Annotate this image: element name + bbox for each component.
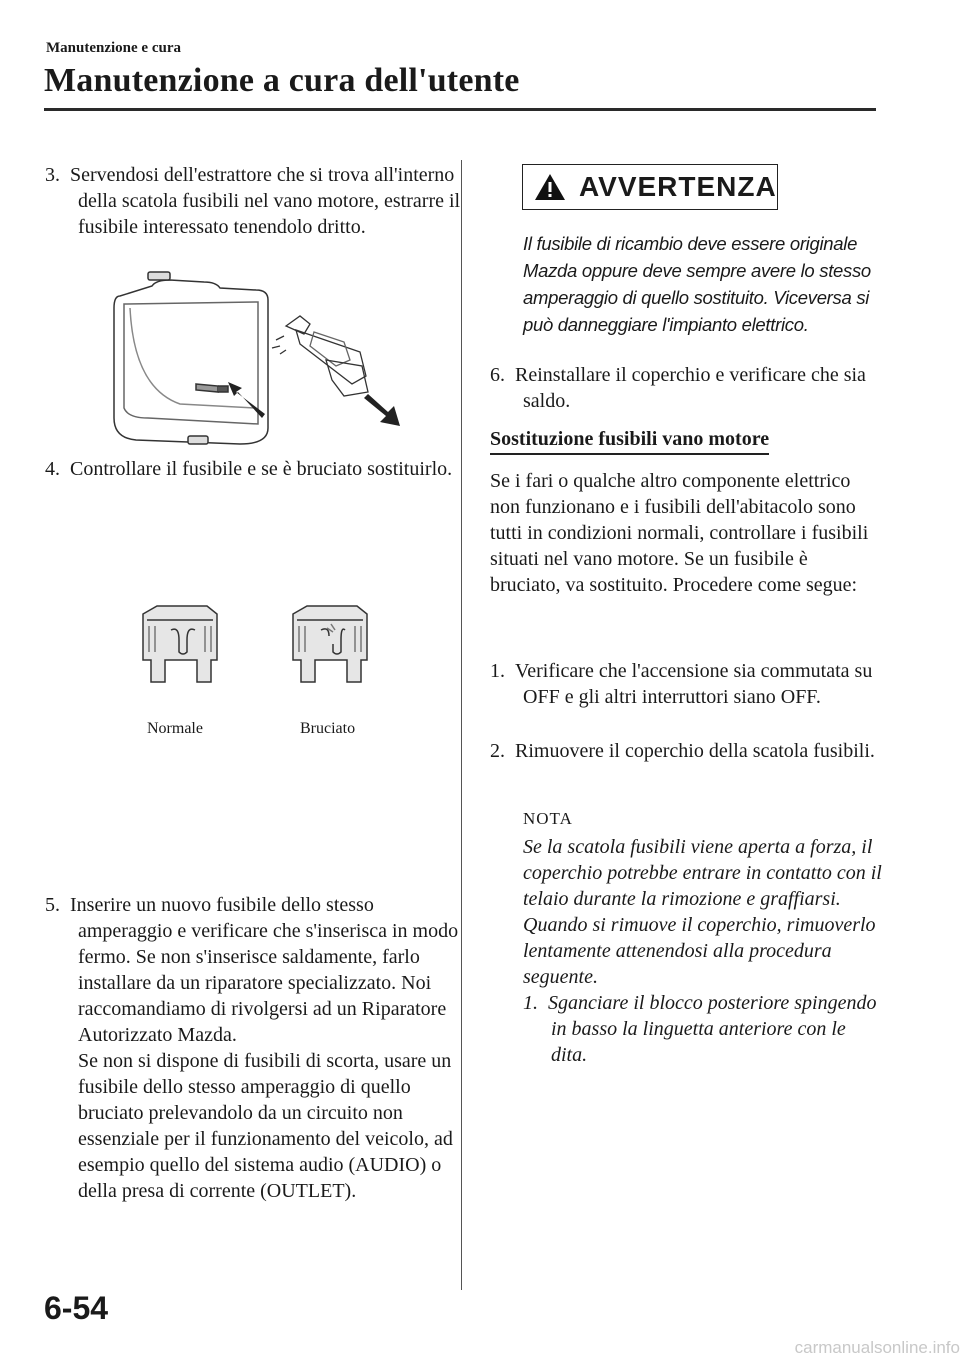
warning-box (522, 164, 778, 210)
fuse-comparison-illustration (135, 600, 385, 700)
arrow-icon (364, 394, 400, 426)
step-1: 1. Verificare che l'accensione sia commutata su OFF e gli altri interruttori siano OFF. (490, 660, 873, 708)
note-text-2: Quando si rimuove il coperchio, rimuoverlo lentamente attenendosi alla procedura seguente. (523, 914, 876, 988)
blown-fuse (293, 606, 367, 682)
step-3: 3. Servendosi dell'estrattore che si trova all'interno della scatola fusibili nel vano motore, estrarre il fusibile interessato tenendolo dritto. (45, 164, 461, 238)
warning-triangle-icon (533, 172, 567, 202)
title-rule (44, 108, 876, 111)
warning-title: AVVERTENZA (579, 171, 777, 202)
note-substep-1: 1. Sganciare il blocco posteriore spingendo in basso la linguetta anteriore con le dita. (523, 992, 877, 1066)
step-5 (45, 892, 473, 1204)
fuse-box-illustration (100, 268, 420, 448)
intro-paragraph: Se i fari o qualche altro componente elettrico non funzionano e i fusibili dell'abitacolo sono tutti in condizioni normali, controllare i fusibili situati nel vano motore. Se un fusibile è bruciato, va sostituito. Procedere come segue: (490, 470, 869, 596)
step-2: 2. Rimuovere il coperchio della scatola fusibili. (490, 740, 875, 762)
fuse-caption-normal: Normale (147, 720, 203, 737)
watermark: carmanualsonline.info (794, 1338, 960, 1357)
step-4: 4. Controllare il fusibile e se è bruciato sostituirlo. (45, 458, 453, 480)
fuse-caption-blown: Bruciato (300, 720, 356, 737)
page-number: 6-54 (44, 1290, 109, 1326)
step-5-continued: Se non si dispone di fusibili di scorta, usare un fusibile dello stesso amperaggio di quello bruciato prelevandolo da un circuito non essenziale per il funzionamento del veicolo, ad esempio quello del sistema audio (AUDIO) o della presa di corrente (OUTLET). (78, 1050, 453, 1202)
step-6: 6. Reinstallare il coperchio e verificare che sia saldo. (490, 364, 866, 412)
page-title: Manutenzione a cura dell'utente (44, 62, 520, 99)
breadcrumb: Manutenzione e cura (46, 40, 181, 56)
note-text-1: Se la scatola fusibili viene aperta a forza, il coperchio potrebbe entrare in contatto con il telaio durante la rimozione e graffiarsi. (523, 836, 882, 910)
warning-text: Il fusibile di ricambio deve essere originale Mazda oppure deve sempre avere lo stesso amperaggio di quello sostituito. Viceversa si può danneggiare l'impianto elettrico. (523, 233, 871, 335)
arrow-icon (228, 382, 265, 418)
note-heading: NOTA (523, 809, 573, 828)
step-5-text: 5. Inserire un nuovo fusibile dello stesso amperaggio e verificare che s'inserisca in modo fermo. Se non s'inserisce saldamente, farlo installare da un riparatore specializzato. Noi raccomandiamo di rivolgersi ad un Riparatore Autorizzato Mazda. (45, 894, 459, 1046)
note-block (523, 806, 883, 1068)
section-heading: Sostituzione fusibili vano motore (490, 428, 769, 455)
normal-fuse (143, 606, 217, 682)
